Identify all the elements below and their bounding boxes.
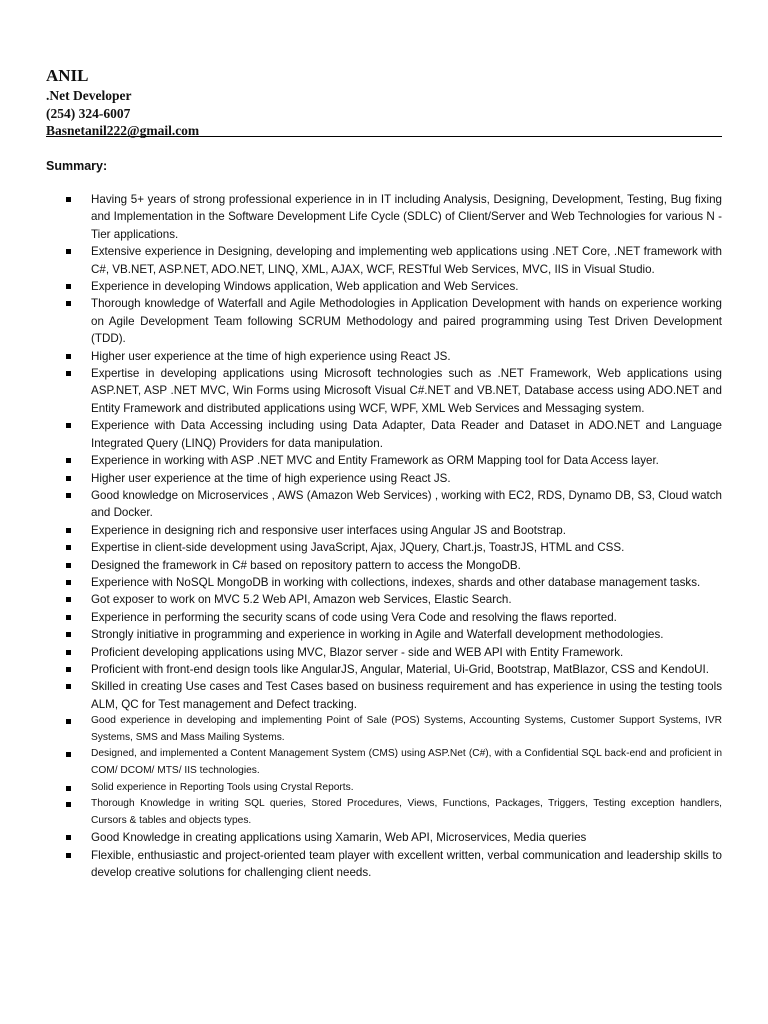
bullet-square-icon xyxy=(66,545,71,550)
summary-item-text: Strongly initiative in programming and experience in working in Agile and Waterfall development methodologies. xyxy=(91,628,664,642)
summary-item xyxy=(64,452,722,469)
bullet-square-icon xyxy=(66,301,71,306)
summary-item-text: Good Knowledge in creating applications using Xamarin, Web API, Microservices, Media queries xyxy=(91,831,587,845)
bullet-square-icon xyxy=(66,615,71,620)
summary-item xyxy=(64,796,722,829)
job-title: .Net Developer xyxy=(46,88,132,103)
summary-item-text: Experience in developing Windows application, Web application and Web Services. xyxy=(91,280,519,294)
summary-item xyxy=(64,278,722,295)
candidate-name: ANIL xyxy=(46,66,89,85)
summary-item-text: Expertise in client-side development using JavaScript, Ajax, JQuery, Chart.js, ToastrJS, HTML and CSS. xyxy=(91,541,625,555)
bullet-square-icon xyxy=(66,650,71,655)
summary-item-text: Experience with Data Accessing including using Data Adapter, Data Reader and Dataset in ADO.NET and Language Integrated Query (LINQ) Providers for data manipulation. xyxy=(91,419,722,450)
bullet-square-icon xyxy=(66,802,71,807)
summary-item-text: Higher user experience at the time of high experience using React JS. xyxy=(91,349,451,363)
bullet-square-icon xyxy=(66,528,71,533)
summary-heading: Summary: xyxy=(46,159,108,173)
bullet-square-icon xyxy=(66,371,71,376)
summary-item xyxy=(64,829,722,846)
bullet-square-icon xyxy=(66,853,71,858)
summary-item-text: Experience with NoSQL MongoDB in working with collections, indexes, shards and other database management tasks. xyxy=(91,575,701,589)
bullet-square-icon xyxy=(66,835,71,840)
summary-item xyxy=(64,678,722,713)
summary-item-text: Expertise in developing applications using Microsoft technologies such as .NET Framework, Web applications using ASP.NET, ASP .NET MVC, Win Forms using Microsoft Visual C#.NET and VB.NET, Database access using ADO.NET and Entity Framework and distributed applications using WCF, WPF, XML Web Services and Messaging system. xyxy=(91,367,722,415)
summary-item-text: Extensive experience in Designing, developing and implementing web applications using .NET Core, .NET framework with C#, VB.NET, ASP.NET, ADO.NET, LINQ, XML, AJAX, WCF, RESTful Web Services, MVC, IIS in Visual Studio. xyxy=(91,245,722,276)
summary-item xyxy=(64,295,722,347)
summary-item xyxy=(64,417,722,452)
bullet-square-icon xyxy=(66,354,71,359)
bullet-square-icon xyxy=(66,786,71,791)
summary-item xyxy=(64,470,722,487)
summary-item-text: Solid experience in Reporting Tools using Crystal Reports. xyxy=(91,781,354,793)
summary-item xyxy=(64,591,722,608)
summary-item xyxy=(64,539,722,556)
summary-item xyxy=(64,626,722,643)
summary-item xyxy=(64,661,722,678)
summary-item xyxy=(64,713,722,746)
summary-item-text: Designed the framework in C# based on repository pattern to access the MongoDB. xyxy=(91,558,521,572)
summary-item-text: Flexible, enthusiastic and project-oriented team player with excellent written, verbal communication and leadership skills to develop creative solutions for challenging client needs. xyxy=(91,848,722,880)
bullet-square-icon xyxy=(66,423,71,428)
bullet-square-icon xyxy=(66,719,71,724)
email-address: Basnetanil222@gmail.com xyxy=(46,123,200,138)
bullet-square-icon xyxy=(66,476,71,481)
header-divider xyxy=(46,136,722,137)
bullet-square-icon xyxy=(66,458,71,463)
bullet-square-icon xyxy=(66,284,71,289)
summary-item xyxy=(64,487,722,522)
summary-item xyxy=(64,365,722,417)
bullet-square-icon xyxy=(66,684,71,689)
summary-item-text: Designed, and implemented a Content Management System (CMS) using ASP.Net (C#), with a Confidential SQL back-end and proficient in COM/ DCOM/ MTS/ IIS technologies. xyxy=(91,748,722,776)
summary-item xyxy=(64,243,722,278)
summary-item-text: Having 5+ years of strong professional experience in in IT including Analysis, Designing, Development, Testing, Bug fixing and Implementation in the Software Development Life Cycle (SDLC) of Client/Server and Web Technologies for various N - Tier applications. xyxy=(91,193,722,241)
summary-item-text: Thorough Knowledge in writing SQL queries, Stored Procedures, Views, Functions, Packages, Triggers, Testing exception handlers, Cursors & tables and objects types. xyxy=(91,798,722,826)
summary-item xyxy=(64,574,722,591)
summary-item-text: Got exposer to work on MVC 5.2 Web API, Amazon web Services, Elastic Search. xyxy=(91,593,512,607)
summary-item xyxy=(64,348,722,365)
summary-item xyxy=(64,780,722,797)
bullet-square-icon xyxy=(66,249,71,254)
summary-item-text: Proficient with front-end design tools like AngularJS, Angular, Material, Ui-Grid, Bootstrap, MatBlazor, CSS and KendoUI. xyxy=(91,662,709,676)
summary-item xyxy=(64,191,722,243)
summary-item xyxy=(64,522,722,539)
bullet-square-icon xyxy=(66,752,71,757)
bullet-square-icon xyxy=(66,632,71,637)
bullet-square-icon xyxy=(66,597,71,602)
summary-item xyxy=(64,644,722,661)
summary-item-text: Thorough knowledge of Waterfall and Agile Methodologies in Application Development with hands on experience working on Agile Development Team following SCRUM Methodology and paired programming using Test Driven Development (TDD). xyxy=(91,297,722,346)
summary-item-text: Higher user experience at the time of high experience using React JS. xyxy=(91,471,451,485)
bullet-square-icon xyxy=(66,197,71,202)
summary-item-text: Experience in working with ASP .NET MVC and Entity Framework as ORM Mapping tool for Data Access layer. xyxy=(91,454,659,468)
summary-item xyxy=(64,609,722,626)
summary-list xyxy=(64,191,722,882)
summary-item-text: Good experience in developing and implementing Point of Sale (POS) Systems, Accounting Systems, Customer Support Systems, IVR Systems, SMS and Mass Mailing Systems. xyxy=(91,715,722,743)
summary-item-text: Skilled in creating Use cases and Test Cases based on business requirement and has experience in using the testing tools ALM, QC for Test management and Defect tracking. xyxy=(91,680,722,711)
summary-item xyxy=(64,746,722,779)
summary-item xyxy=(64,847,722,882)
summary-item-text: Good knowledge on Microservices , AWS (Amazon Web Services) , working with EC2, RDS, Dynamo DB, S3, Cloud watch and Docker. xyxy=(91,488,722,520)
bullet-square-icon xyxy=(66,493,71,498)
summary-item xyxy=(64,557,722,574)
bullet-square-icon xyxy=(66,667,71,672)
phone-number: (254) 324-6007 xyxy=(46,105,131,121)
bullet-square-icon xyxy=(66,580,71,585)
resume-header xyxy=(46,66,722,140)
summary-item-text: Proficient developing applications using MVC, Blazor server - side and WEB API with Entity Framework. xyxy=(91,645,624,659)
bullet-square-icon xyxy=(66,563,71,568)
summary-item-text: Experience in designing rich and responsive user interfaces using Angular JS and Bootstrap. xyxy=(91,523,566,537)
summary-item-text: Experience in performing the security scans of code using Vera Code and resolving the flaws reported. xyxy=(91,610,617,624)
